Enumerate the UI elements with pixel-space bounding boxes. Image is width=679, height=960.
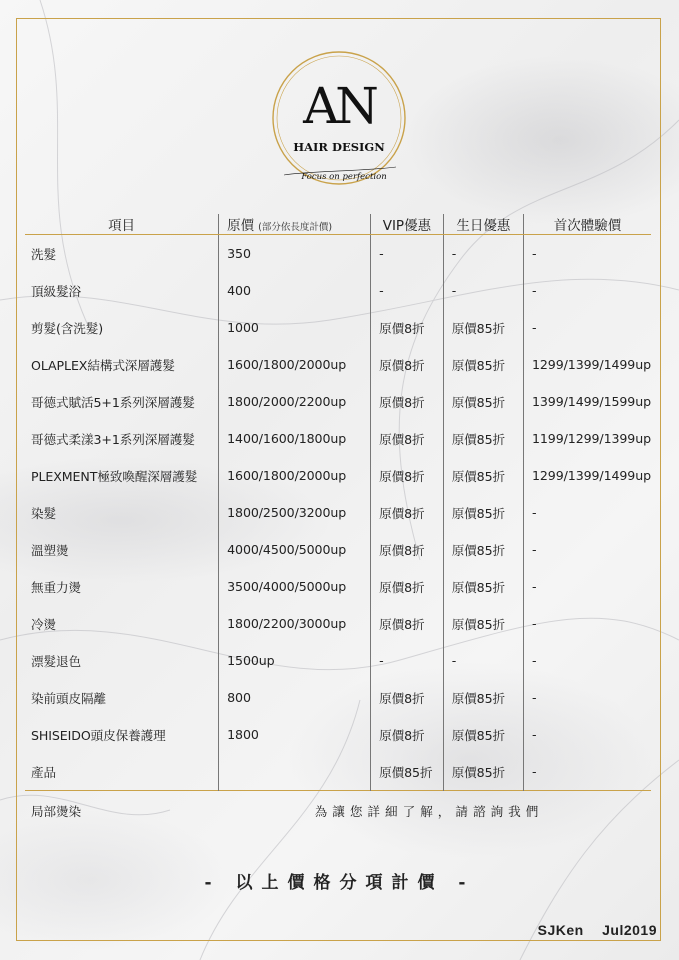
row-price: 1800/2200/3000up [219, 605, 371, 642]
row-birthday: 原價85折 [443, 605, 523, 642]
row-first: - [523, 753, 651, 791]
row-price: 4000/4500/5000up [219, 531, 371, 568]
row-item: 哥德式賦活5+1系列深層護髮 [31, 395, 195, 410]
table-row [25, 716, 651, 753]
logo-monogram: AN [303, 77, 375, 135]
table-row [25, 235, 651, 273]
row-vip: - [371, 235, 444, 273]
row-item: 頂級髮浴 [31, 284, 81, 299]
row-item: PLEXMENT極致喚醒深層護髮 [31, 469, 198, 484]
row-price: 800 [219, 679, 371, 716]
row-birthday: 原價85折 [443, 420, 523, 457]
row-price: 1500up [219, 642, 371, 679]
row-item: OLAPLEX結構式深層護髮 [31, 358, 175, 373]
pricing-footnote: - 以上價格分項計價 - [204, 873, 475, 893]
table-row [25, 568, 651, 605]
header-item: 項目 [25, 214, 219, 235]
row-item: 冷燙 [31, 617, 56, 632]
row-item: 染前頭皮隔離 [31, 691, 106, 706]
row-item: 溫塑燙 [31, 543, 69, 558]
row-first: - [523, 568, 651, 605]
row-item: 洗髮 [31, 247, 56, 262]
table-row [25, 272, 651, 309]
logo-name: HAIR DESIGN [293, 140, 385, 154]
row-birthday: 原價85折 [443, 457, 523, 494]
header-first: 首次體驗價 [523, 214, 651, 235]
row-first: - [523, 272, 651, 309]
header-vip: VIP優惠 [371, 214, 444, 235]
row-vip: 原價8折 [371, 716, 444, 753]
row-birthday: 原價85折 [443, 679, 523, 716]
row-item: 漂髮退色 [31, 654, 81, 669]
table-row [25, 494, 651, 531]
row-item: SHISEIDO頭皮保養護理 [31, 728, 166, 743]
row-price: 1800/2000/2200up [219, 383, 371, 420]
row-vip: 原價8折 [371, 346, 444, 383]
row-first: - [523, 716, 651, 753]
row-vip: 原價85折 [371, 753, 444, 791]
row-vip: 原價8折 [371, 309, 444, 346]
row-item: 剪髮(含洗髮) [31, 321, 104, 336]
row-price: 350 [219, 235, 371, 273]
row-birthday: 原價85折 [443, 346, 523, 383]
header-birthday: 生日優惠 [443, 214, 523, 235]
table-row [25, 642, 651, 679]
logo-tagline: Focus on perfection [301, 172, 387, 182]
row-first: - [523, 235, 651, 273]
row-first: 1299/1399/1499up [523, 346, 651, 383]
header-original: 原價 (部分依長度計價) [219, 214, 371, 235]
table-row [25, 753, 651, 791]
row-first: 1399/1499/1599up [523, 383, 651, 420]
row-vip: 原價8折 [371, 494, 444, 531]
row-vip: - [371, 272, 444, 309]
row-birthday: 原價85折 [443, 716, 523, 753]
row-first: - [523, 531, 651, 568]
row-item: 染髮 [31, 506, 56, 521]
table-header-row [25, 214, 651, 235]
row-item: 無重力燙 [31, 580, 81, 595]
row-first: 1299/1399/1499up [523, 457, 651, 494]
table-row [25, 531, 651, 568]
row-item: 局部燙染 [25, 791, 219, 834]
row-item: 產品 [31, 765, 56, 780]
row-first: - [523, 605, 651, 642]
row-vip: - [371, 642, 444, 679]
row-birthday: - [443, 272, 523, 309]
row-price: 1800 [219, 716, 371, 753]
row-birthday: - [443, 642, 523, 679]
row-price: 1600/1800/2000up [219, 346, 371, 383]
row-birthday: 原價85折 [443, 494, 523, 531]
table-row [25, 420, 651, 457]
row-item: 哥德式柔漾3+1系列深層護髮 [31, 432, 195, 447]
consult-note: 為讓您詳細了解，請諮詢我們 [314, 804, 544, 819]
row-first: - [523, 679, 651, 716]
row-vip: 原價8折 [371, 383, 444, 420]
row-price [219, 753, 371, 791]
row-birthday: 原價85折 [443, 531, 523, 568]
row-first: - [523, 642, 651, 679]
row-vip: 原價8折 [371, 568, 444, 605]
header-original-note: (部分依長度計價) [258, 222, 333, 233]
row-vip: 原價8折 [371, 679, 444, 716]
row-birthday: 原價85折 [443, 568, 523, 605]
table-row [25, 383, 651, 420]
row-price: 400 [219, 272, 371, 309]
row-first: - [523, 309, 651, 346]
row-price: 1800/2500/3200up [219, 494, 371, 531]
row-birthday: 原價85折 [443, 383, 523, 420]
row-price: 1600/1800/2000up [219, 457, 371, 494]
row-first: 1199/1299/1399up [523, 420, 651, 457]
row-vip: 原價8折 [371, 420, 444, 457]
table-row [25, 346, 651, 383]
table-row [25, 309, 651, 346]
row-price: 1400/1600/1800up [219, 420, 371, 457]
table-row-consult [25, 791, 651, 834]
row-vip: 原價8折 [371, 605, 444, 642]
table-row [25, 679, 651, 716]
row-birthday: - [443, 235, 523, 273]
row-price: 3500/4000/5000up [219, 568, 371, 605]
row-birthday: 原價85折 [443, 309, 523, 346]
table-row [25, 457, 651, 494]
row-vip: 原價8折 [371, 531, 444, 568]
row-price: 1000 [219, 309, 371, 346]
row-birthday: 原價85折 [443, 753, 523, 791]
price-table [25, 214, 651, 833]
row-first: - [523, 494, 651, 531]
table-row [25, 605, 651, 642]
row-vip: 原價8折 [371, 457, 444, 494]
an-hair-design-logo [268, 47, 410, 189]
photo-credit: SJKen Jul2019 [537, 922, 657, 938]
